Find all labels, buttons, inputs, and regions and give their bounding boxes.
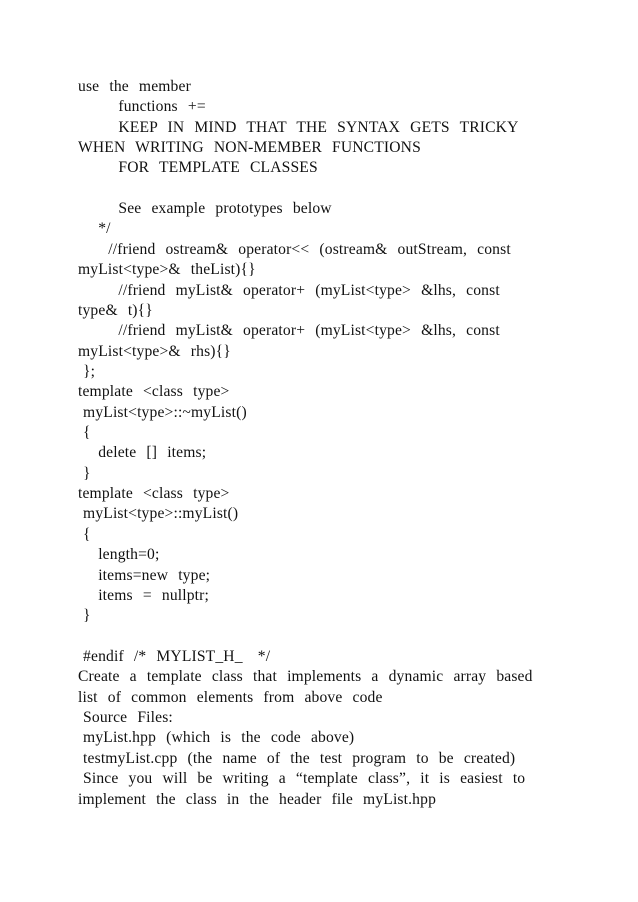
text-line: } [78,607,91,624]
text-line: #endif /* MYLIST_H_ */ [78,648,271,665]
text-line: implement the class in the header file myList.hpp [78,791,437,808]
text-line: myList<type>& rhs){} [78,343,231,360]
text-line: Since you will be writing a “template class”, it is easiest to [78,770,526,787]
text-line: testmyList.cpp (the name of the test program to be created) [78,750,516,767]
text-line: delete [] items; [78,444,207,461]
text-line: myList.hpp (which is the code above) [78,729,355,746]
text-line: items = nullptr; [78,587,209,604]
text-line: WHEN WRITING NON-MEMBER FUNCTIONS [78,139,421,156]
text-line: See example prototypes below [78,200,332,217]
text-line: template <class type> [78,485,230,502]
text-line: //friend ostream& operator<< (ostream& outStream, const [78,241,511,258]
text-line: template <class type> [78,383,230,400]
text-line: { [78,424,91,441]
text-line: Create a template class that implements a dynamic array based [78,668,533,685]
text-line: { [78,526,91,543]
text-line: FOR TEMPLATE CLASSES [78,159,318,176]
text-line: type& t){} [78,302,153,319]
text-line: list of common elements from above code [78,689,383,706]
text-line: }; [78,363,96,380]
text-line: Source Files: [78,709,173,726]
text-line: //friend myList& operator+ (myList<type> &lhs, const [78,282,500,299]
text-line: //friend myList& operator+ (myList<type> &lhs, const [78,322,500,339]
text-line: use the member [78,78,191,95]
text-line: length=0; [78,546,160,563]
text-line: */ [78,220,111,237]
text-line: KEEP IN MIND THAT THE SYNTAX GETS TRICKY [78,119,519,136]
text-line: items=new type; [78,567,211,584]
text-line: myList<type>::myList() [78,505,239,522]
text-line: } [78,465,91,482]
text-line: myList<type>::~myList() [78,404,247,421]
text-line: myList<type>& theList){} [78,261,256,278]
text-line: functions += [78,98,206,115]
